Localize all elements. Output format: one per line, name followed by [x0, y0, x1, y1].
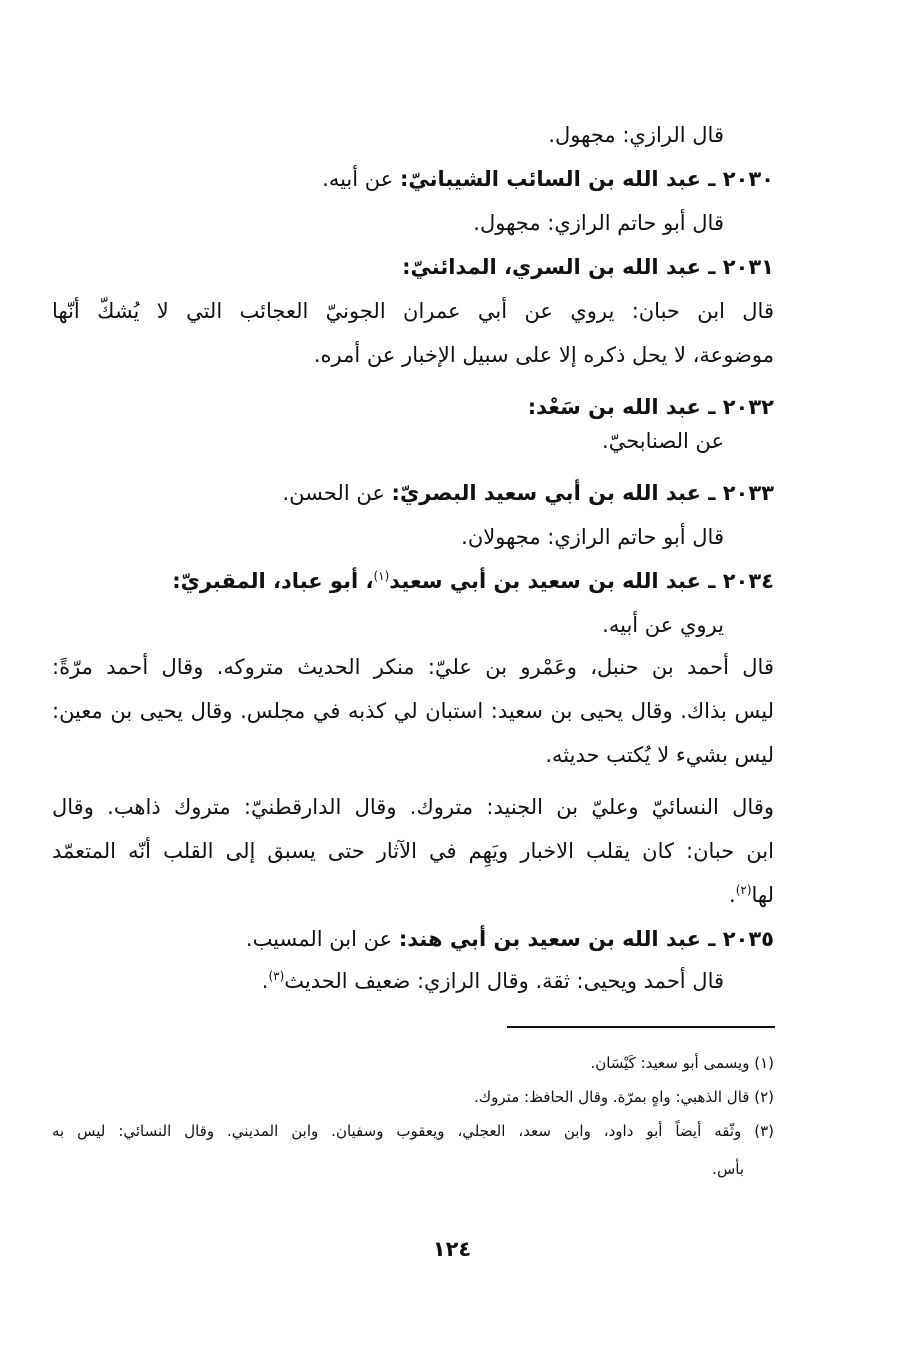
entry-2031 [402, 252, 774, 282]
text-line-8: عن الصنابحيّ. [602, 429, 724, 453]
text-line-1: قال الرازي: مجهول. [548, 123, 724, 147]
text-line-13: قال أحمد بن حنبل، وعَمْرو بن عليّ: منكر الحديث متروكه. وقال أحمد مرّةً: [52, 655, 774, 679]
footnote-marker-3: (٣) [268, 969, 285, 983]
entry-2035-text: عن ابن المسيب. [245, 927, 399, 951]
entry-2035 [246, 924, 774, 954]
text-line-18-text: لها [751, 883, 774, 907]
entry-2032 [528, 392, 774, 422]
text-line-12: يروي عن أبيه. [602, 613, 724, 637]
text-line-16: وقال النسائيّ وعليّ بن الجنيد: متروك. وقال الدارقطنيّ: متروك ذاهب. وقال [52, 795, 774, 819]
footnote-separator [507, 1026, 775, 1028]
entry-2030 [322, 164, 774, 194]
text-line-18 [729, 880, 774, 910]
text-line-18-period: . [729, 883, 736, 907]
footnote-3-continued: بأس. [712, 1160, 744, 1178]
entry-2034-tail: ، أبو عباد، المقبريّ: [172, 569, 374, 593]
entry-2033-text: عن الحسن. [282, 481, 392, 505]
entry-2030-heading: ٢٠٣٠ ـ عبد الله بن السائب الشيبانيّ: [399, 167, 774, 191]
text-line-20 [262, 966, 724, 996]
footnote-marker-1: (١) [373, 569, 390, 583]
footnote-2: (٢) قال الذهبي: واهٍ بمرّة. وقال الحافظ: متروك. [474, 1088, 774, 1106]
footnote-marker-2: (٢) [735, 883, 752, 897]
entry-2031-heading: ٢٠٣١ ـ عبد الله بن السري، المدائنيّ: [402, 255, 774, 279]
text-line-20-text: قال أحمد ويحيى: ثقة. وقال الرازي: ضعيف الحديث [284, 969, 724, 993]
entry-2034-heading: ٢٠٣٤ ـ عبد الله بن سعيد بن أبي سعيد [389, 569, 774, 593]
text-line-6: موضوعة، لا يحل ذكره إلا على سبيل الإخبار عن أمره. [313, 343, 774, 367]
entry-2034 [172, 566, 774, 596]
text-line-14: ليس بذاك. وقال يحيى بن سعيد: استبان لي كذبه في مجلس. وقال يحيى بن معين: [52, 699, 774, 723]
text-line-15: ليس بشيء لا يُكتب حديثه. [545, 743, 774, 767]
page-number: ١٢٤ [432, 1237, 472, 1261]
entry-2032-heading: ٢٠٣٢ ـ عبد الله بن سَعْد: [527, 395, 774, 419]
text-line-20-period: . [261, 969, 269, 993]
entry-2030-text: عن أبيه. [322, 167, 400, 191]
text-line-10: قال أبو حاتم الرازي: مجهولان. [461, 525, 724, 549]
text-line-3: قال أبو حاتم الرازي: مجهول. [473, 211, 724, 235]
text-line-17: ابن حبان: كان يقلب الاخبار ويَهِم في الآثار حتى يسبق إلى القلب أنّه المتعمّد [52, 839, 774, 863]
footnote-1: (١) ويسمى أبو سعيد: كَيْسَان. [590, 1054, 774, 1072]
footnote-3: (٣) وثّقه أيضاً أبو داود، وابن سعد، العجلي، ويعقوب وسفيان. وابن المديني. وقال النسائي: ليس به [52, 1122, 774, 1140]
text-line-5: قال ابن حبان: يروي عن أبي عمران الجونيّ العجائب التي لا يُشكّ أنّها [52, 299, 774, 323]
entry-2035-heading: ٢٠٣٥ ـ عبد الله بن سعيد بن أبي هند: [398, 927, 774, 951]
entry-2033-heading: ٢٠٣٣ ـ عبد الله بن أبي سعيد البصريّ: [391, 481, 774, 505]
entry-2033 [282, 478, 774, 508]
